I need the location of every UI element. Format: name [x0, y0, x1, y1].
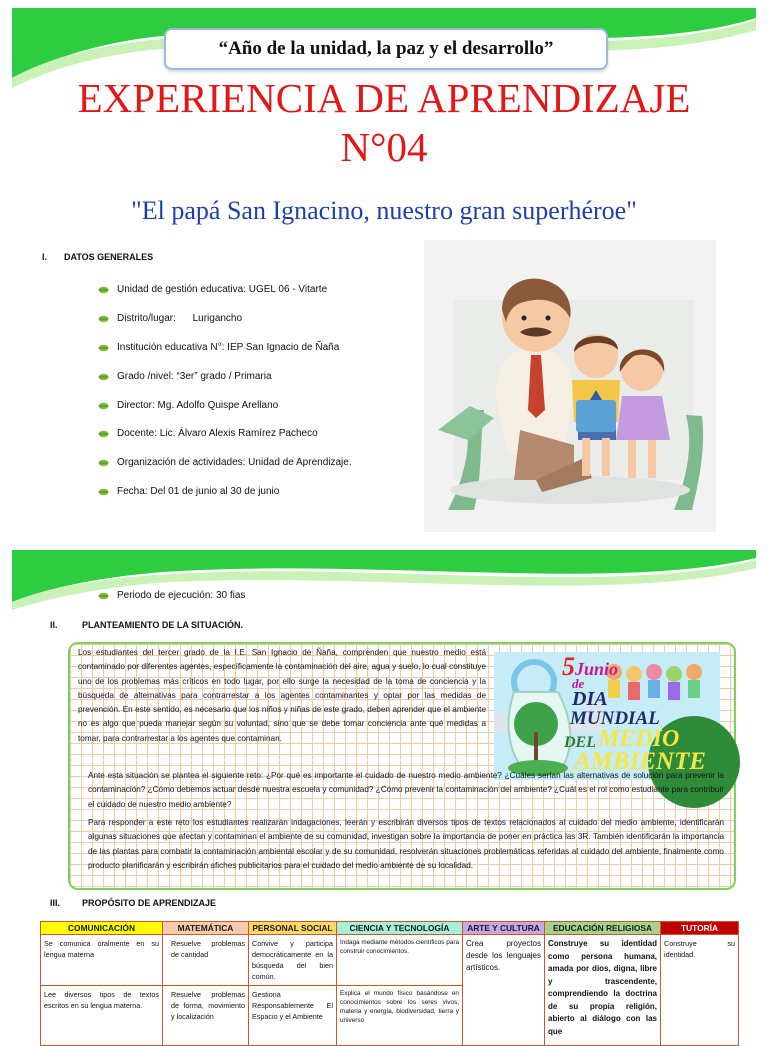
list-item: Periodo de ejecución: 30 fias: [98, 590, 245, 601]
table-cell: Convive y participa democráticamente en la búsqueda del bien común.: [249, 935, 337, 986]
document-title: [12, 74, 756, 172]
leaf-bullet-icon: [98, 315, 109, 323]
situation-paragraph-2: Ante esta situación se plantea el siguiente reto: ¿Por qué es importante el cuidado de nuestro medio ambiente? ¿Cuáles serían las alternativas de solución para prevenir la contaminación? ¿Cómo debemos actuar desde nuestra escuela y comunidad? ¿Cómo prevenir la contaminación del ambiente? ¿Cuál es el rol como estudiante para contribuir el cuidado de nuestro medio ambiente?: [88, 771, 724, 809]
table-row: [41, 935, 739, 986]
table-cell: Se comunica oralmente en su lengua materna: [41, 935, 163, 986]
section-number: III.: [50, 898, 61, 908]
green-wave-header: [12, 550, 756, 610]
section-title: PLANTEAMIENTO DE LA SITUACIÓN.: [82, 620, 244, 630]
learning-purpose-table: [40, 921, 739, 1046]
list-item: Organización de actividades: Unidad de Aprendizaje.: [98, 457, 352, 468]
list-item: Director: Mg. Adolfo Quispe Arellano: [98, 400, 278, 411]
table-header-row: [41, 922, 739, 935]
list-item: Institución educativa N°: IEP San Ignacio de Ñaña: [98, 342, 339, 353]
section-1-heading: [42, 252, 153, 262]
title-line-2: N°04: [340, 124, 428, 170]
section-title: PROPÓSITO DE APRENDIZAJE: [82, 898, 217, 908]
table-cell: Explica el mundo físico basándose en conocimientos sobre los seres vivos, materia y energía, biodiversidad, tierra y universo: [337, 986, 463, 1046]
header-personal-social: PERSONAL SOCIAL: [249, 922, 337, 935]
situation-paragraph-3: Para responder a este reto los estudiantes realizarán indagaciones, leerán y escribirán diversos tipos de textos relacionados al cuidado del medio ambiente, identificarán algunas situaciones que afectan y contaminan el ambiente de su comunidad, investigan sobre la importancia de poner en práctica las 3R. También identificarán la importancia de las plantas para combatir la contaminación ambiental escolar y de su comunidad, resolverán situaciones problemáticas referidas al cuidado del ambiente, finalmente como producto planificarán y escribirán afiches publicitarios para el cuidado del medio ambiente de su localidad.: [88, 818, 724, 870]
leaf-bullet-icon: [98, 430, 109, 438]
header-ciencia-tecnologia: CIENCIA Y TECNOLOGÍA: [337, 922, 463, 935]
motto-banner: “Año de la unidad, la paz y el desarrollo”: [164, 28, 608, 70]
poster-del: DEL: [564, 734, 596, 751]
poster-date: 5Junio: [562, 652, 619, 681]
environment-day-poster: [494, 652, 720, 780]
list-item: Fecha: Del 01 de junio al 30 de junio: [98, 486, 279, 497]
header-tutoria: TUTORÍA: [661, 922, 739, 935]
list-item: Docente: Lic. Álvaro Alexis Ramírez Pacheco: [98, 428, 318, 439]
table-cell: Resuelve problemas de cantidad: [163, 935, 249, 986]
section-number: II.: [50, 620, 58, 630]
document-page-1: [12, 8, 756, 532]
table-cell: Gestiona Responsablemente El Espacio y el Ambiente: [249, 986, 337, 1046]
leaf-bullet-icon: [98, 344, 109, 352]
poster-dia: DIA: [572, 688, 608, 710]
situation-box: [68, 642, 736, 890]
poster-ambiente: AMBIENTE: [574, 748, 706, 775]
table-cell: Crea proyectos desde los lenguajes artísticos.: [463, 935, 545, 1046]
table-cell: Lee diversos tipos de textos escritos en su lengua materna.: [41, 986, 163, 1046]
leaf-bullet-icon: [98, 459, 109, 467]
table-cell: Resuelve problemas de forma, movimiento y localización: [163, 986, 249, 1046]
document-page-2: [12, 550, 756, 1036]
list-item: Grado /nivel: “3er” grado / Primaria: [98, 371, 272, 382]
leaf-bullet-icon: [98, 286, 109, 294]
section-2-heading: [50, 620, 243, 630]
header-educacion-religiosa: EDUCACIÓN RELIGIOSA: [545, 922, 661, 935]
header-matematica: MATEMÁTICA: [163, 922, 249, 935]
leaf-bullet-icon: [98, 488, 109, 496]
leaf-bullet-icon: [98, 373, 109, 381]
list-item: Unidad de gestión educativa: UGEL 06 - Vitarte: [98, 284, 327, 295]
poster-mundial: MUNDIAL: [570, 708, 660, 729]
document-subtitle: "El papá San Ignacino, nuestro gran superhéroe": [131, 196, 637, 225]
poster-de: de: [572, 676, 585, 691]
list-item: Distrito/lugar: Lurigancho: [98, 313, 242, 324]
poster-medio: MEDIO: [598, 726, 680, 752]
section-3-heading: [50, 898, 216, 908]
table-cell: Indaga mediante métodos científicos para construir conocimientos.: [337, 935, 463, 986]
title-line-1: EXPERIENCIA DE APRENDIZAJE: [77, 75, 691, 121]
leaf-bullet-icon: [98, 592, 109, 600]
section-title: DATOS GENERALES: [64, 252, 154, 262]
section-number: I.: [42, 252, 48, 262]
header-comunicacion: COMUNICACIÓN: [41, 922, 163, 935]
header-arte-cultura: ARTE Y CULTURA: [463, 922, 545, 935]
leaf-bullet-icon: [98, 402, 109, 410]
situation-paragraph-1: Los estudiantes del tercer grado de la I.E. San Ignacio de Ñaña, comprenden que nuestro medio está contaminado por diferentes agentes, específicamente la contaminación del aire, agua y suelo, lo cual constituye uno de los problemas más críticos en todo lugar, por ello surge la necesidad de la toma de conciencia y la búsqueda de alternativas para contrarrestar a los agentes contaminantes y optar por las medidas de prevención. En este sentido, es necesario que los niños y niñas de este grado, deben aprender que el ambiente no es algo que pueda manejar según su voluntad, sino que se debe tomar conciencia ante qué medidas a tomar, para contrarrestar a los agentes que contaminan.: [78, 648, 486, 743]
father-and-children-illustration: [424, 240, 716, 532]
table-cell: Construye su identidad.: [661, 935, 739, 1046]
table-cell: Construye su identidad como persona humana, amada por dios, digna, libre y trascendente, comprendiendo la doctrina de su propia religión, abierto al diálogo con las que: [545, 935, 661, 1046]
